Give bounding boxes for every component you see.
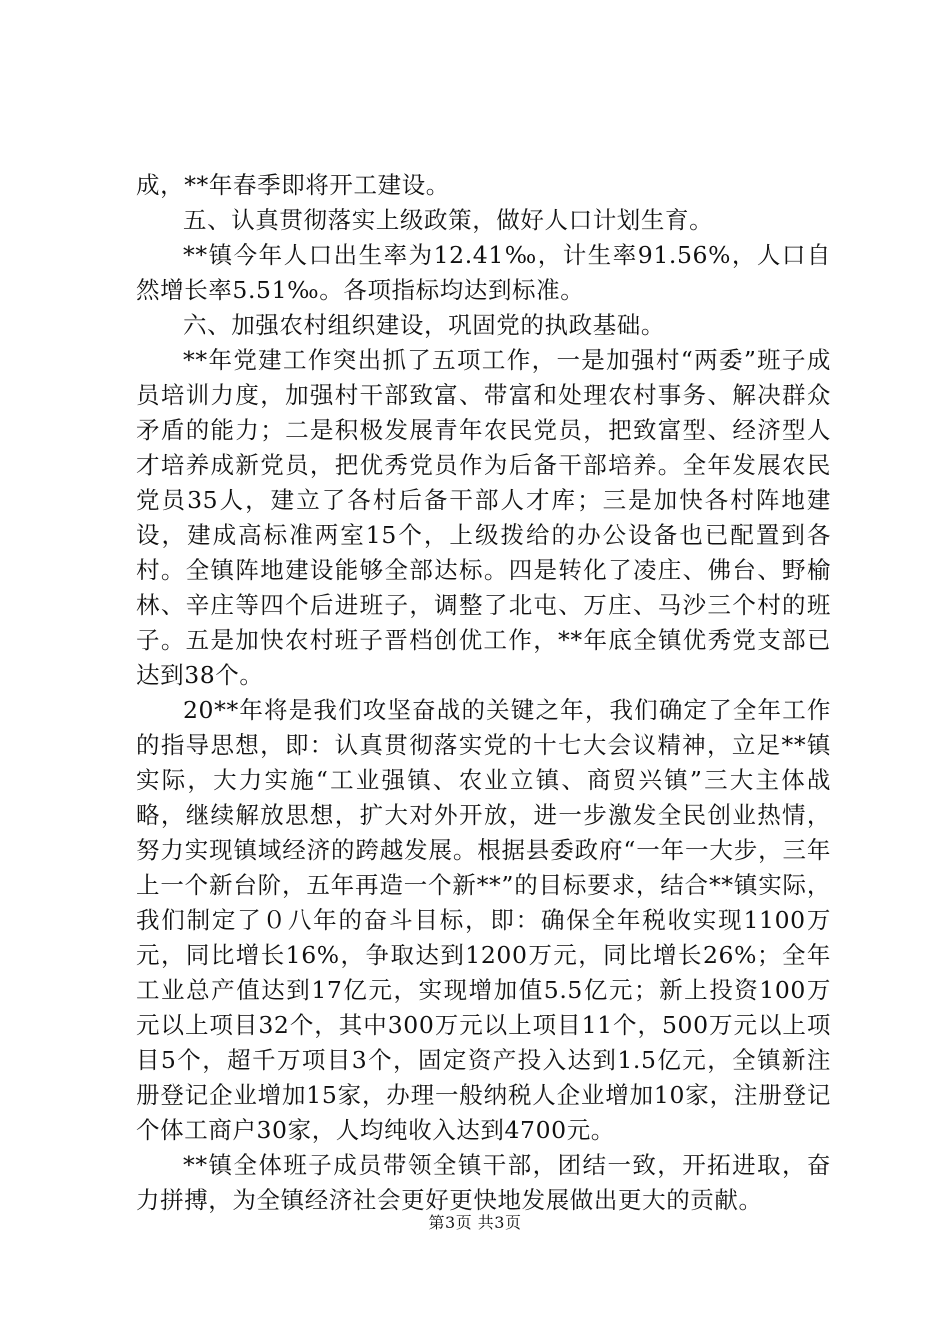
paragraph-population-stats: **镇今年人口出生率为12.41‰，计生率91.56%，人口自然增长率5.51‰。各项指标均达到标准。: [136, 241, 831, 304]
section-heading-organization: 六、加强农村组织建设，巩固党的执政基础。: [183, 311, 665, 339]
paragraph-closing: **镇全体班子成员带领全镇干部，团结一致，开拓进取，奋力拼搏，为全镇经济社会更好更快地发展做出更大的贡献。: [136, 1151, 831, 1214]
paragraph-continuation: 成，**年春季即将开工建设。: [136, 171, 450, 199]
section-heading-population: 五、认真贯彻落实上级政策，做好人口计划生育。: [183, 206, 714, 234]
document-body: [136, 168, 831, 1218]
paragraph-party-building: **年党建工作突出抓了五项工作，一是加强村“两委”班子成员培训力度，加强村干部致富、带富和处理农村事务、解决群众矛盾的能力；二是积极发展青年农民党员，把致富型、经济型人才培养成新党员，把优秀党员作为后备干部培养。全年发展农民党员35人，建立了各村后备干部人才库；三是加快各村阵地建设，建成高标准两室15个，上级拨给的办公设备也已配置到各村。全镇阵地建设能够全部达标。四是转化了凌庄、佛台、野榆林、辛庄等四个后进班子，调整了北屯、万庄、马沙三个村的班子。五是加快农村班子晋档创优工作，**年底全镇优秀党支部已达到38个。: [136, 346, 831, 689]
paragraph-annual-goals: 20**年将是我们攻坚奋战的关键之年，我们确定了全年工作的指导思想，即：认真贯彻落实党的十七大会议精神，立足**镇实际，大力实施“工业强镇、农业立镇、商贸兴镇”三大主体战略，继续解放思想，扩大对外开放，进一步激发全民创业热情，努力实现镇域经济的跨越发展。根据县委政府“一年一大步，三年上一个新台阶，五年再造一个新**”的目标要求，结合**镇实际，我们制定了０八年的奋斗目标，即：确保全年税收实现1100万元，同比增长16%，争取达到1200万元，同比增长26%；全年工业总产值达到17亿元，实现增加值5.5亿元；新上投资100万元以上项目32个，其中300万元以上项目11个，500万元以上项目5个，超千万项目3个，固定资产投入达到1.5亿元，全镇新注册登记企业增加15家，办理一般纳税人企业增加10家，注册登记个体工商户30家，人均纯收入达到4700元。: [136, 696, 831, 1144]
page-footer: 第3页 共3页: [428, 1213, 522, 1232]
